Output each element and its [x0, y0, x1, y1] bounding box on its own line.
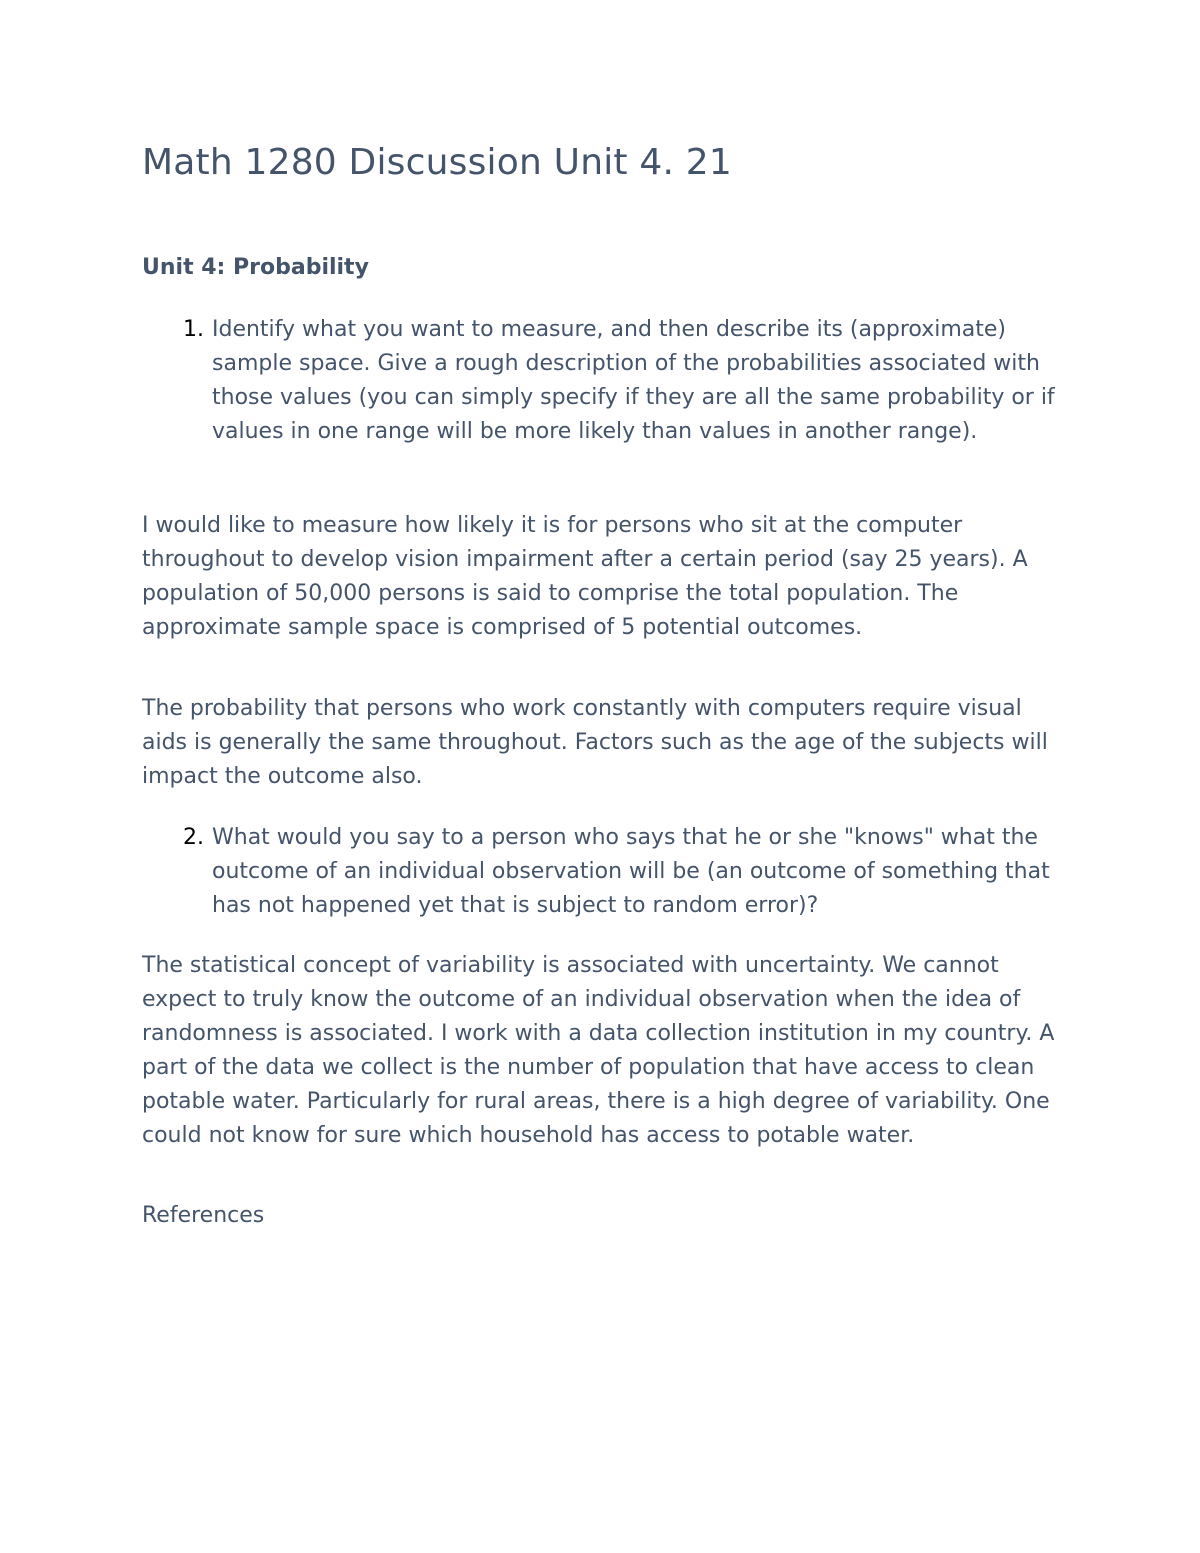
answer-2-paragraph: The statistical concept of variability is associated with uncertainty. We cannot expect to truly know the outcome of an individual observation when the idea of randomness is associated. I work with a data collection institution in my country. A part of the data we collect is the number of population that have access to clean potable water. Particularly for rural areas, there is a high degree of variability. One could not know for sure which household has access to potable water. [142, 953, 1055, 1148]
unit-heading: Unit 4: Probability [142, 255, 369, 280]
question-2-number: 2. [183, 825, 204, 850]
question-1-number: 1. [183, 317, 204, 342]
document-title: Math 1280 Discussion Unit 4. 21 [142, 142, 732, 183]
answer-1-paragraph-2: The probability that persons who work constantly with computers require visual aids is generally the same throughout. Factors such as the age of the subjects will impact the outcome also. [142, 696, 1048, 789]
references-label: References [142, 1203, 265, 1228]
question-1 [142, 313, 1072, 449]
question-2-text: What would you say to a person who says that he or she "knows" what the outcome of an individual observation will be (an outcome of something that has not happened yet that is subject to random error)? [212, 825, 1050, 918]
question-2 [142, 821, 1072, 923]
question-1-text: Identify what you want to measure, and then describe its (approximate) sample space. Give a rough description of the probabilities associated with those values (you can simply specify if they are all the same probability or if values in one range will be more likely than values in another range). [212, 317, 1055, 444]
answer-1-paragraph-1: I would like to measure how likely it is for persons who sit at the computer throughout to develop vision impairment after a certain period (say 25 years). A population of 50,000 persons is said to comprise the total population. The approximate sample space is comprised of 5 potential outcomes. [142, 513, 1028, 640]
